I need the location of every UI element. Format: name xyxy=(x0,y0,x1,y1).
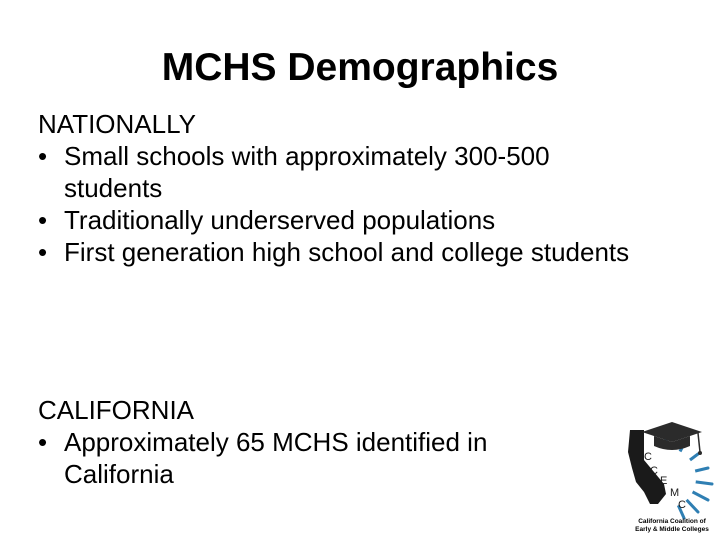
logo-letter: M xyxy=(670,487,680,499)
bullet-item xyxy=(38,204,638,236)
bullet-list-nationally xyxy=(38,140,638,268)
logo-letter: C xyxy=(650,465,658,477)
section-heading-nationally: NATIONALLY xyxy=(38,109,196,139)
logo-caption-line2: Early & Middle Colleges xyxy=(635,526,709,533)
section-heading-california: CALIFORNIA xyxy=(38,395,195,425)
bullet-text: First generation high school and college students xyxy=(64,237,630,267)
logo-letter: C xyxy=(644,451,652,463)
bullet-glyph: • xyxy=(38,205,48,235)
logo-caption-line1: California Coalition of xyxy=(638,518,706,525)
logo-letter: C xyxy=(678,499,686,511)
bullet-text: Approximately 65 MCHS identified in California xyxy=(64,427,488,489)
bullet-item xyxy=(38,426,598,490)
bullet-text: Traditionally underserved populations xyxy=(64,205,496,235)
slide-title: MCHS Demographics xyxy=(161,46,559,89)
bullet-item xyxy=(38,236,638,268)
logo-letter: E xyxy=(660,475,668,487)
bullet-glyph: • xyxy=(38,427,48,457)
bullet-item xyxy=(38,140,638,204)
bullet-text: Small schools with approximately 300-500 students xyxy=(64,141,550,203)
bullet-glyph: • xyxy=(38,237,48,267)
bullet-list-california xyxy=(38,426,598,490)
bullet-glyph: • xyxy=(38,141,48,171)
logo-caption xyxy=(624,518,720,534)
